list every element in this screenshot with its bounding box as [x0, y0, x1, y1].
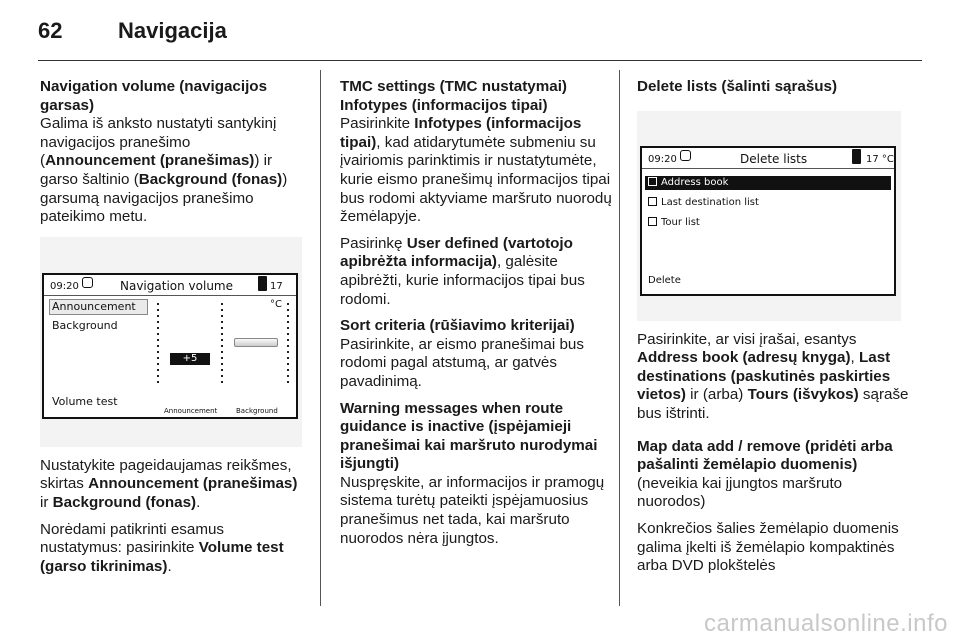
subheading-map-data: Map data add / remove (pridėti arba pašalinti žemėlapio duomenis)	[637, 437, 893, 474]
column-divider-2	[619, 70, 620, 606]
menu-item-announcement[interactable]: Announcement	[49, 299, 148, 315]
section-heading-delete-lists: Delete lists (šalinti sąrašus)	[637, 78, 838, 95]
announcement-scale-left	[157, 303, 160, 387]
paragraph-volume-test: Norėdami patikrinti esamus nustatymus: pasirinkite Volume test (garso tikrinimas).	[40, 520, 284, 575]
clock-time: 09:20	[648, 153, 677, 165]
watermark: carmanualsonline.info	[704, 610, 948, 637]
background-scale-right	[287, 303, 290, 387]
section-heading-navigation-volume: Navigation volume (navigacijos garsas)	[40, 78, 268, 114]
list-item-last-destination[interactable]: Last destination list	[648, 196, 759, 210]
header-divider	[38, 60, 922, 61]
paragraph-set-values: Nustatykite pageidaujamas reikšmes, skirtas Announcement (pranešimas) ir Background (fonas).	[40, 456, 298, 511]
column-divider-1	[320, 70, 321, 606]
clock-icon	[82, 277, 93, 288]
column-1	[40, 78, 304, 584]
temperature: 17 °C	[866, 153, 894, 165]
clock-time: 09:20	[50, 280, 79, 292]
navigation-volume-screenshot	[40, 237, 302, 447]
page-title: Navigacija	[118, 18, 227, 43]
label-background: Background	[236, 406, 278, 415]
delete-button[interactable]: Delete	[648, 274, 681, 286]
menu-item-background[interactable]: Background	[52, 318, 118, 332]
paragraph-user-defined: Pasirinkę User defined (vartotojo apibrėžta informacija), galėsite apibrėžti, kurie informacijos tipai bus rodomi.	[340, 234, 585, 308]
navigation-volume-screen	[42, 273, 298, 419]
temperature: 17 °C	[270, 280, 283, 311]
announcement-value: +5	[182, 352, 198, 364]
subheading-sort-criteria: Sort criteria (rūšiavimo kriterijai)	[340, 317, 575, 335]
scale-middle	[221, 303, 224, 387]
paragraph-warning-messages: Nuspręskite, ar informacijos ir pramogų sistema turėtų pateikti įspėjamuosius pranešimus net tada, kai maršruto nuorodos nėra įjungtos.	[340, 473, 605, 547]
section-heading-tmc-settings: TMC settings (TMC nustatymai)	[340, 78, 567, 95]
paragraph-map-data-note: (neveikia kai įjungtos maršruto nuorodos)	[637, 474, 843, 511]
paragraph-infotypes: Pasirinkite Infotypes (informacijos tipai), kad atidarytumėte submeniu su įvairiomis parinktimis ir nustatytumėte, kurie eismo pranešimų informacijos tipai bus rodomi aktyviame maršruto nuorodų žemėlapyje.	[340, 115, 612, 226]
list-item-address-book[interactable]: Address book	[645, 176, 891, 190]
announcement-slider[interactable]	[170, 353, 210, 365]
page-number: 62	[38, 18, 63, 43]
subheading-infotypes: Infotypes (informacijos tipai)	[340, 96, 548, 114]
clock-icon	[680, 150, 691, 161]
paragraph-sort-criteria: Pasirinkite, ar eismo pranešimai bus rodomi pagal atstumą, ar gatvės pavadinimą.	[340, 335, 584, 390]
delete-lists-screen	[640, 146, 896, 296]
column-3	[637, 78, 909, 584]
status-bar	[642, 148, 894, 169]
checkbox-icon[interactable]	[648, 197, 657, 206]
paragraph-intro: Galima iš anksto nustatyti santykinį navigacijos pranešimo (Announcement (pranešimas)) ir garso šaltinio (Background (fonas)) garsumą navigacijos pranešimo pateikimo metu.	[40, 115, 288, 226]
screen-title: Navigation volume	[120, 278, 233, 293]
phone-icon	[852, 149, 861, 164]
paragraph-delete-lists: Pasirinkite, ar visi įrašai, esantys Address book (adresų knyga), Last destinations (paskutinės paskirties vietos) ir (arba) Tours (išvykos) sąraše bus ištrinti.	[637, 330, 909, 422]
paragraph-map-data: Konkrečios šalies žemėlapio duomenis galima įkelti iš žemėlapio kompaktinės arba DVD plokštelės	[637, 519, 899, 575]
column-2	[340, 78, 612, 556]
checkbox-icon[interactable]	[648, 217, 657, 226]
screen-title: Delete lists	[740, 151, 808, 166]
menu-item-volume-test[interactable]: Volume test	[52, 394, 118, 408]
subheading-warning-messages: Warning messages when route guidance is inactive (įspėjamieji pranešimai kai maršruto nurodymai išjungti)	[340, 399, 598, 473]
background-slider[interactable]	[234, 338, 278, 347]
label-announcement: Announcement	[164, 406, 218, 415]
list-item-tour-list[interactable]: Tour list	[648, 216, 700, 230]
checkbox-checked-icon[interactable]	[648, 177, 657, 186]
delete-lists-screenshot	[637, 111, 901, 321]
phone-icon	[258, 276, 267, 291]
